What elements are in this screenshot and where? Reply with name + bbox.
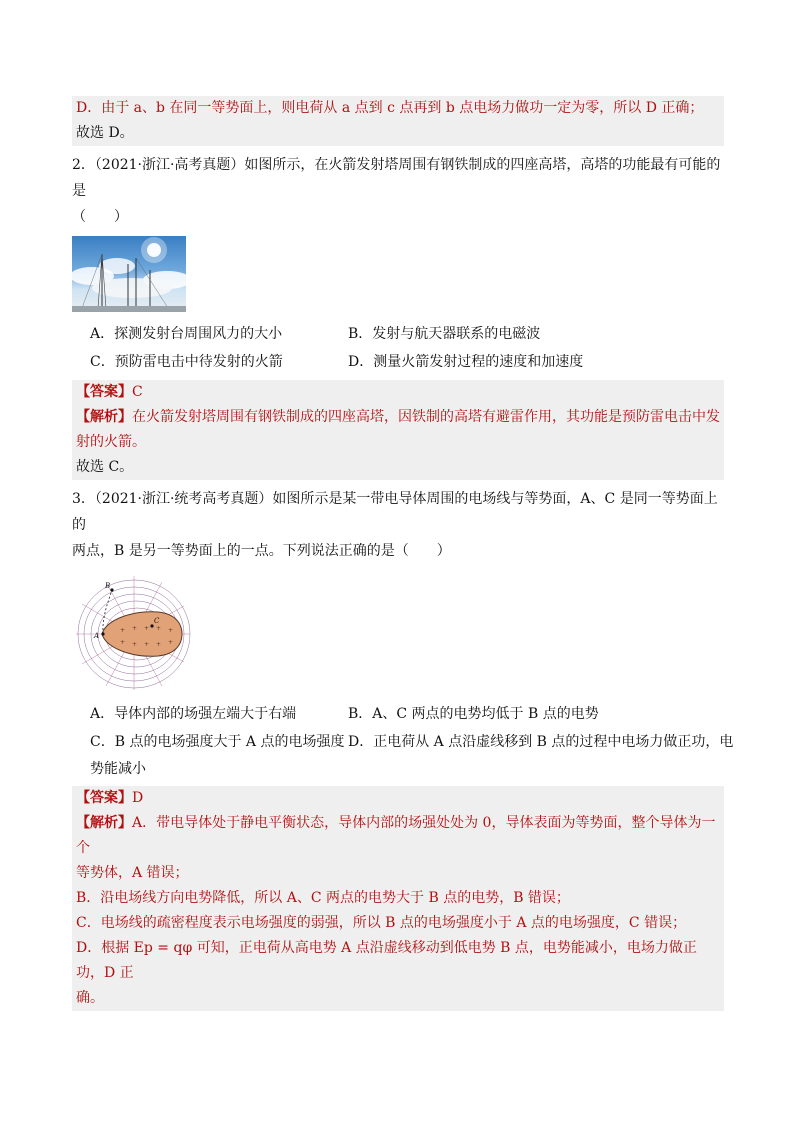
- q2-option-a: A．探测发射台周围风力的大小: [90, 326, 283, 342]
- q2-solution-block: [72, 380, 724, 480]
- q3-option-a: A．导体内部的场强左端大于右端: [90, 706, 297, 722]
- svg-text:+: +: [144, 641, 150, 648]
- q2-option-d: D．测量火箭发射过程的速度和加速度: [348, 354, 584, 370]
- q3-options: [72, 700, 734, 756]
- q3-analysis-label: 【解析】: [76, 815, 132, 831]
- svg-text:+: +: [120, 627, 126, 634]
- q2-analysis-line-1: 在火箭发射塔周围有钢铁制成的四座高塔，因铁制的高塔有避雷作用，其功能是预防雷电击中发: [132, 409, 720, 425]
- rocket-tower-photo: [72, 236, 186, 312]
- label-c: C: [154, 617, 160, 625]
- q3-solution-block: [72, 786, 724, 1011]
- q2-stem-line-1: 2．（2021·浙江·高考真题）如图所示，在火箭发射塔周围有钢铁制成的四座高塔，高塔的功能最有可能的是: [72, 157, 721, 199]
- svg-text:+: +: [156, 625, 162, 632]
- svg-text:+: +: [132, 625, 138, 632]
- svg-text:+: +: [132, 641, 138, 648]
- q3-option-c: C．B 点的电场强度大于 A 点的电场强度: [90, 734, 345, 750]
- q3-stem-line-2: 两点，B 是另一等势面上的一点。下列说法正确的是（ ）: [72, 543, 451, 559]
- prev-conclusion: 故选 D。: [76, 125, 134, 141]
- q3-option-b: B．A、C 两点的电势均低于 B 点的电势: [348, 706, 599, 722]
- svg-text:+: +: [120, 639, 126, 646]
- q2-answer-label: 【答案】: [76, 384, 132, 400]
- q3-option-d-line-1: D．正电荷从 A 点沿虚线移到 B 点的过程中电场力做正功，电: [348, 734, 734, 750]
- rocket-tower-photo-art: [72, 236, 186, 312]
- prev-solution-block: [72, 96, 724, 146]
- q2-conclusion: 故选 C。: [76, 459, 134, 475]
- electric-field-figure: [72, 572, 194, 694]
- svg-text:+: +: [144, 625, 150, 632]
- q2-answer: C: [132, 384, 143, 400]
- q2-stem-line-2: （ ）: [72, 209, 128, 225]
- prev-option-d-analysis: D．由于 a、b 在同一等势面上，则电荷从 a 点到 c 点再到 b 点电场力做功一定为零，所以 D 正确；: [76, 100, 704, 116]
- q3-answer-label: 【答案】: [76, 790, 132, 806]
- q3-analysis-b: B．沿电场线方向电势降低，所以 A、C 两点的电势大于 B 点的电势，B 错误；: [76, 890, 570, 906]
- q3-analysis-c: C．电场线的疏密程度表示电场强度的弱强，所以 B 点的电场强度小于 A 点的电场强度，C 错误；: [76, 915, 687, 931]
- svg-text:+: +: [168, 639, 174, 646]
- q3-option-d-line-2: 势能减小: [90, 761, 146, 777]
- q2-option-c: C．预防雷电击中待发射的火箭: [90, 354, 283, 370]
- electric-field-diagram: [72, 572, 194, 694]
- q3-analysis-a-line-2: 等势体，A 错误；: [76, 865, 189, 881]
- q3-analysis-a-line-1: A．带电导体处于静电平衡状态，导体内部的场强处处为 0，导体表面为等势面，整个导体为一个: [76, 815, 716, 856]
- question-3: [72, 486, 734, 1011]
- q3-analysis-d-line-1: D．根据 Ep = qφ 可知，正电荷从高电势 A 点沿虚线移动到低电势 B 点，电势能减小，电场力做正功，D 正: [76, 940, 697, 981]
- q2-analysis-line-2: 射的火箭。: [76, 434, 146, 450]
- svg-text:+: +: [168, 627, 174, 634]
- document-page: [72, 96, 734, 1011]
- q2-options: [72, 320, 724, 376]
- q3-analysis-d-line-2: 确。: [76, 990, 104, 1006]
- q3-answer: D: [132, 790, 144, 806]
- q3-stem-line-1: 3．（2021·浙江·统考高考真题）如图所示是某一带电导体周围的电场线与等势面，A、C 是同一等势面上的: [72, 491, 718, 533]
- label-b: B: [105, 582, 111, 590]
- q2-option-b: B．发射与航天器联系的电磁波: [348, 326, 541, 342]
- label-a: A: [94, 632, 100, 640]
- q2-analysis-label: 【解析】: [76, 409, 132, 425]
- question-2: [72, 152, 724, 480]
- svg-text:+: +: [156, 641, 162, 648]
